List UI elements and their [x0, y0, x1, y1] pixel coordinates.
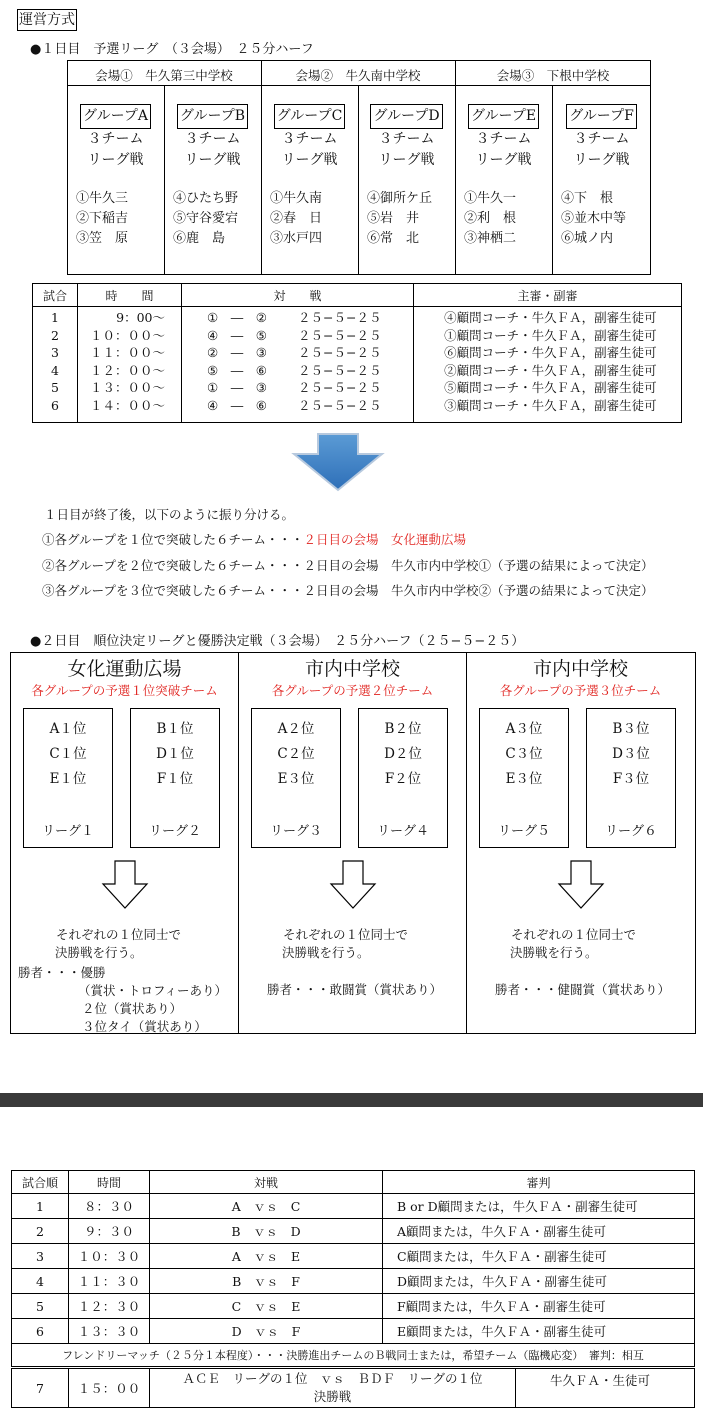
final-row — [12, 1368, 695, 1408]
group-size: ３チーム — [87, 131, 144, 147]
group-cell — [455, 104, 552, 249]
group-format: リーグ戦 — [573, 152, 630, 168]
league-entry: D３位 — [612, 746, 650, 762]
group-cell — [552, 104, 651, 249]
match-versus: ① ― ③ — [182, 379, 293, 397]
league-box — [479, 708, 569, 848]
team-name: ③水戸四 — [270, 231, 323, 246]
match-referee: A顧問または，牛久ＦＡ・副審生徒可 — [383, 1219, 695, 1244]
final-header-time: 時間 — [69, 1171, 150, 1194]
league-entry: C１位 — [49, 746, 87, 762]
team-name: ②春 日 — [270, 211, 323, 226]
league-entry: B１位 — [156, 721, 194, 737]
final-header-order: 試合順 — [12, 1171, 69, 1194]
team-name: ③神栖二 — [464, 231, 517, 246]
match-referee: ②顧問コーチ・牛久ＦＡ，副審生徒可 — [414, 362, 682, 380]
group-size: ３チーム — [475, 131, 532, 147]
match-time: 9：00〜 — [78, 307, 182, 327]
team-name: ①牛久南 — [270, 191, 323, 206]
final-header-match: 対戦 — [150, 1171, 383, 1194]
match-time: １２：３０ — [69, 1294, 150, 1319]
group-cell — [358, 104, 455, 249]
prize-second: ２位（賞状あり） — [82, 1001, 183, 1016]
page-title: 運営方式 — [17, 9, 77, 31]
group-format: リーグ戦 — [475, 152, 532, 168]
group-format: リーグ戦 — [184, 152, 241, 168]
match-referee: ③顧問コーチ・牛久ＦＡ，副審生徒可 — [414, 397, 682, 423]
final-description-2: 決勝戦を行う。 — [510, 945, 598, 960]
prize-winner: 勝者・・・優勝 — [18, 965, 106, 980]
team-name: ④ひたち野 — [173, 191, 239, 206]
league-name: リーグ６ — [604, 824, 657, 839]
league-entry: D２位 — [384, 746, 422, 762]
group-size: ３チーム — [184, 131, 241, 147]
venue-column — [11, 652, 238, 1032]
league-entry: F１位 — [156, 771, 194, 787]
match-order: 5 — [12, 1294, 69, 1319]
down-arrow-icon — [290, 432, 386, 492]
league-box — [586, 708, 676, 848]
table-row — [33, 307, 682, 327]
header-time: 時 間 — [78, 284, 182, 307]
table-row — [33, 344, 682, 362]
match-versus: A ｖｓ E — [150, 1244, 383, 1269]
league-entry: B２位 — [384, 721, 422, 737]
table-row — [33, 379, 682, 397]
final-match: ＡＣＥ リーグの１位 ｖｓ ＢＤＦ リーグの１位 — [182, 1371, 483, 1386]
allocation-line-1 — [42, 530, 466, 548]
allocation-line-2: ②各グループを２位で突破した６チーム・・・２日目の会場 牛久市内中学校①（予選の結果によって決定） — [42, 558, 654, 573]
group-label: グループF — [566, 104, 637, 129]
team-name: ⑥鹿 島 — [173, 231, 226, 246]
day1-heading: ●１日目 予選リーグ （３会場） ２５分ハーフ — [30, 42, 314, 57]
match-time: １０：３０ — [69, 1244, 150, 1269]
match-time: １３：００〜 — [78, 379, 182, 397]
venue-subtitle: 各グループの予選２位チーム — [271, 683, 434, 698]
team-name: ②下稲吉 — [76, 211, 129, 226]
table-row — [12, 1319, 695, 1344]
page-divider — [0, 1093, 703, 1107]
match-format: ２５−５−２５ — [292, 379, 414, 397]
match-time: １３：３０ — [69, 1319, 150, 1344]
match-versus: ① ― ② — [182, 307, 293, 327]
allocation-line-1-venue: ２日目の会場 女化運動広場 — [303, 532, 467, 547]
group-label: グループE — [468, 104, 539, 129]
team-name: ⑤並木中等 — [561, 211, 627, 226]
league-box — [130, 708, 220, 848]
table-row — [33, 397, 682, 423]
match-number: 4 — [33, 362, 78, 380]
match-order: 7 — [12, 1368, 69, 1408]
league-entry: A２位 — [277, 721, 315, 737]
friendly-match-note: フレンドリーマッチ（２５分１本程度）・・・決勝進出チームのＢ戦同士または，希望チーム（臨機応変） 審判：相互 — [12, 1344, 695, 1368]
match-number: 3 — [33, 344, 78, 362]
match-referee: B or D顧問または，牛久ＦＡ・副審生徒可 — [383, 1194, 695, 1219]
league-name: リーグ５ — [497, 824, 550, 839]
header-referee: 主審・副審 — [414, 284, 682, 307]
team-name: ③笠 原 — [76, 231, 129, 246]
venue-title: 市内中学校 — [532, 658, 628, 680]
match-format: ２５−５−２５ — [292, 397, 414, 423]
league-entry: F２位 — [384, 771, 422, 787]
team-name: ①牛久三 — [76, 191, 129, 206]
league-name: リーグ１ — [41, 824, 94, 839]
group-label: グループA — [80, 104, 151, 129]
venue-subtitle: 各グループの予選１位突破チーム — [31, 683, 218, 698]
league-name: リーグ４ — [376, 824, 429, 839]
final-referee: 牛久ＦＡ・生徒可 — [550, 1373, 651, 1388]
prize-winner-detail: （賞状・トロフィーあり） — [78, 983, 228, 998]
league-entry: A１位 — [49, 721, 87, 737]
venue-2: 会場② 牛久南中学校 — [295, 68, 421, 83]
match-order: 4 — [12, 1269, 69, 1294]
table-row — [12, 1194, 695, 1219]
down-arrow-icon — [329, 860, 377, 910]
team-name: ②利 根 — [464, 211, 517, 226]
league-box — [251, 708, 341, 848]
league-entry: C３位 — [505, 746, 543, 762]
allocation-intro: １日目が終了後，以下のように振り分ける。 — [44, 507, 295, 522]
group-size: ３チーム — [378, 131, 435, 147]
final-description: それぞれの１位同士で — [56, 927, 182, 942]
venue-1: 会場① 牛久第三中学校 — [95, 68, 233, 83]
match-format: ２５−５−２５ — [292, 344, 414, 362]
table-row — [12, 1294, 695, 1319]
match-order: 1 — [12, 1194, 69, 1219]
match-referee: C顧問または，牛久ＦＡ・副審生徒可 — [383, 1244, 695, 1269]
header-versus: 対 戦 — [182, 284, 414, 307]
team-name: ④下 根 — [561, 191, 614, 206]
team-name: ⑥常 北 — [367, 231, 420, 246]
venue-title: 市内中学校 — [304, 658, 400, 680]
league-name: リーグ２ — [148, 824, 201, 839]
final-header-referee: 審判 — [383, 1171, 695, 1194]
match-number: 2 — [33, 327, 78, 345]
match-versus: B ｖｓ D — [150, 1219, 383, 1244]
group-format: リーグ戦 — [378, 152, 435, 168]
venue-title: 女化運動広場 — [67, 658, 182, 680]
league-entry: E３位 — [277, 771, 315, 787]
match-time: １１：３０ — [69, 1269, 150, 1294]
prize-winner: 勝者・・・敢闘賞（賞状あり） — [267, 982, 443, 997]
venue-subtitle: 各グループの予選３位チーム — [499, 683, 662, 698]
league-box — [23, 708, 113, 848]
group-cell — [67, 104, 164, 249]
match-referee: ①顧問コーチ・牛久ＦＡ，副審生徒可 — [414, 327, 682, 345]
allocation-line-1-text: ①各グループを１位で突破した６チーム・・・ — [42, 532, 304, 547]
match-versus: ② ― ③ — [182, 344, 293, 362]
match-time: ９：３０ — [69, 1219, 150, 1244]
group-size: ３チーム — [573, 131, 630, 147]
match-referee: F顧問または，牛久ＦＡ・副審生徒可 — [383, 1294, 695, 1319]
league-name: リーグ３ — [269, 824, 322, 839]
header-match: 試合 — [33, 284, 78, 307]
final-description-2: 決勝戦を行う。 — [282, 945, 370, 960]
league-entry: B３位 — [612, 721, 650, 737]
table-row — [12, 1219, 695, 1244]
team-name: ⑤守谷愛宕 — [173, 211, 239, 226]
match-referee: ④顧問コーチ・牛久ＦＡ，副審生徒可 — [414, 307, 682, 327]
match-format: ２５−５−２５ — [292, 327, 414, 345]
team-name: ⑤岩 井 — [367, 211, 420, 226]
table-row — [12, 1269, 695, 1294]
match-time: １４：００〜 — [78, 397, 182, 423]
match-versus: B ｖｓ F — [150, 1269, 383, 1294]
match-time: １１：００〜 — [78, 344, 182, 362]
match-time: １２：００〜 — [78, 362, 182, 380]
match-order: 3 — [12, 1244, 69, 1269]
team-name: ④御所ケ丘 — [367, 191, 433, 206]
table-row — [33, 362, 682, 380]
match-number: 1 — [33, 307, 78, 327]
group-label: グループD — [370, 104, 442, 129]
group-cell — [164, 104, 261, 249]
final-description: それぞれの１位同士で — [283, 927, 409, 942]
league-entry: D１位 — [156, 746, 194, 762]
match-number: 6 — [33, 397, 78, 423]
group-cell — [261, 104, 358, 249]
group-format: リーグ戦 — [87, 152, 144, 168]
venue-column — [467, 652, 694, 1032]
group-label: グループC — [274, 104, 346, 129]
match-time: １５：００ — [69, 1368, 150, 1408]
match-versus: C ｖｓ E — [150, 1294, 383, 1319]
match-time: １０：００〜 — [78, 327, 182, 345]
allocation-line-3: ③各グループを３位で突破した６チーム・・・２日目の会場 牛久市内中学校②（予選の結果によって決定） — [42, 583, 654, 598]
match-number: 5 — [33, 379, 78, 397]
match-referee: D顧問または，牛久ＦＡ・副審生徒可 — [383, 1269, 695, 1294]
match-referee: ⑥顧問コーチ・牛久ＦＡ，副審生徒可 — [414, 344, 682, 362]
table-row — [33, 327, 682, 345]
venue-3: 会場③ 下根中学校 — [496, 68, 610, 83]
team-name: ⑥城ノ内 — [561, 231, 614, 246]
final-description: それぞれの１位同士で — [511, 927, 637, 942]
league-entry: F３位 — [612, 771, 650, 787]
final-description-2: 決勝戦を行う。 — [55, 945, 143, 960]
table-row — [12, 1244, 695, 1269]
group-label: グループB — [177, 104, 248, 129]
match-order: 6 — [12, 1319, 69, 1344]
match-versus: ⑤ ― ⑥ — [182, 362, 293, 380]
league-entry: E３位 — [505, 771, 543, 787]
match-versus: D ｖｓ F — [150, 1319, 383, 1344]
day2-heading: ●２日目 順位決定リーグと優勝決定戦（３会場） ２５分ハーフ（２５−５−２５） — [30, 634, 525, 649]
league-box — [358, 708, 448, 848]
prize-winner: 勝者・・・健闘賞（賞状あり） — [495, 982, 671, 997]
match-referee: E顧問または，牛久ＦＡ・副審生徒可 — [383, 1319, 695, 1344]
friendly-row — [12, 1344, 695, 1368]
match-format: ２５−５−２５ — [292, 362, 414, 380]
team-name: ①牛久一 — [464, 191, 517, 206]
prize-third: ３位タイ（賞状あり） — [82, 1019, 207, 1034]
final-match-label: 決勝戦 — [313, 1389, 352, 1404]
match-referee: ⑤顧問コーチ・牛久ＦＡ，副審生徒可 — [414, 379, 682, 397]
group-format: リーグ戦 — [281, 152, 338, 168]
match-versus: A ｖｓ C — [150, 1194, 383, 1219]
match-format: ２５−５−２５ — [292, 307, 414, 327]
final-schedule-table — [11, 1170, 695, 1408]
league-entry: E１位 — [49, 771, 87, 787]
down-arrow-icon — [557, 860, 605, 910]
match-order: 2 — [12, 1219, 69, 1244]
match-time: ８：３０ — [69, 1194, 150, 1219]
match-versus: ④ ― ⑤ — [182, 327, 293, 345]
final-match-cell — [150, 1368, 695, 1408]
group-size: ３チーム — [281, 131, 338, 147]
league-entry: C２位 — [277, 746, 315, 762]
league-entry: A３位 — [505, 721, 543, 737]
down-arrow-icon — [101, 860, 149, 910]
venue-column — [239, 652, 466, 1032]
day1-schedule-table — [32, 283, 682, 423]
match-versus: ④ ― ⑥ — [182, 397, 293, 423]
